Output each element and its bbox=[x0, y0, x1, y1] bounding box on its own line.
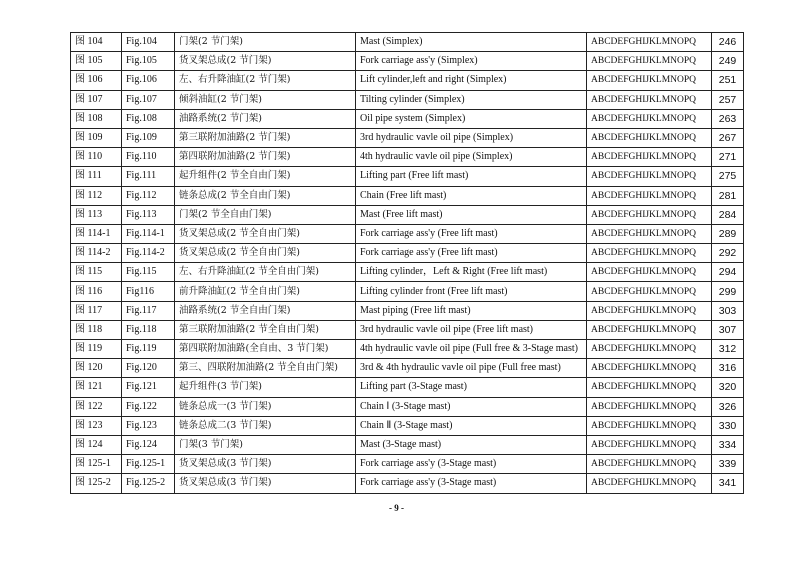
figure-number-cn: 图 104 bbox=[71, 33, 122, 52]
title-en: Chain Ⅱ (3-Stage mast) bbox=[356, 416, 587, 435]
page-ref: 281 bbox=[712, 186, 744, 205]
figure-number-en: Fig.112 bbox=[122, 186, 175, 205]
figure-number-en: Fig.120 bbox=[122, 359, 175, 378]
figure-number-cn: 图 122 bbox=[71, 397, 122, 416]
page-ref: 303 bbox=[712, 301, 744, 320]
figure-number-en: Fig.122 bbox=[122, 397, 175, 416]
model-codes: ABCDEFGHIJKLMNOPQ bbox=[587, 282, 712, 301]
title-cn: 起升组件(3 节门架) bbox=[175, 378, 356, 397]
title-cn: 第四联附加油路(2 节门架) bbox=[175, 148, 356, 167]
page-ref: 289 bbox=[712, 224, 744, 243]
title-cn: 第四联附加油路(全自由、3 节门架) bbox=[175, 340, 356, 359]
title-cn: 倾斜油缸(2 节门架) bbox=[175, 90, 356, 109]
page-ref: 251 bbox=[712, 71, 744, 90]
model-codes: ABCDEFGHIJKLMNOPQ bbox=[587, 263, 712, 282]
page-ref: 326 bbox=[712, 397, 744, 416]
title-en: Mast piping (Free lift mast) bbox=[356, 301, 587, 320]
page-ref: 320 bbox=[712, 378, 744, 397]
figure-number-en: Fig.115 bbox=[122, 263, 175, 282]
model-codes: ABCDEFGHIJKLMNOPQ bbox=[587, 71, 712, 90]
figure-number-en: Fig.113 bbox=[122, 205, 175, 224]
title-en: Lift cylinder,left and right (Simplex) bbox=[356, 71, 587, 90]
table-row bbox=[71, 109, 744, 128]
figure-number-cn: 图 109 bbox=[71, 128, 122, 147]
page-ref: 339 bbox=[712, 455, 744, 474]
model-codes: ABCDEFGHIJKLMNOPQ bbox=[587, 52, 712, 71]
title-en: Fork carriage ass'y (Simplex) bbox=[356, 52, 587, 71]
title-en: 3rd & 4th hydraulic vavle oil pipe (Full free mast) bbox=[356, 359, 587, 378]
model-codes: ABCDEFGHIJKLMNOPQ bbox=[587, 205, 712, 224]
figure-number-en: Fig.114-1 bbox=[122, 224, 175, 243]
title-cn: 链条总成一(3 节门架) bbox=[175, 397, 356, 416]
model-codes: ABCDEFGHIJKLMNOPQ bbox=[587, 455, 712, 474]
table-row bbox=[71, 167, 744, 186]
model-codes: ABCDEFGHIJKLMNOPQ bbox=[587, 244, 712, 263]
page-ref: 249 bbox=[712, 52, 744, 71]
title-cn: 前升降油缸(2 节全自由门架) bbox=[175, 282, 356, 301]
figure-number-en: Fig.125-1 bbox=[122, 455, 175, 474]
title-en: 3rd hydraulic vavle oil pipe (Simplex) bbox=[356, 128, 587, 147]
page-ref: 267 bbox=[712, 128, 744, 147]
title-en: Chain (Free lift mast) bbox=[356, 186, 587, 205]
title-en: Fork carriage ass'y (Free lift mast) bbox=[356, 224, 587, 243]
figure-number-en: Fig.104 bbox=[122, 33, 175, 52]
figure-number-en: Fig.106 bbox=[122, 71, 175, 90]
title-en: Fork carriage ass'y (3-Stage mast) bbox=[356, 474, 587, 493]
figure-number-cn: 图 113 bbox=[71, 205, 122, 224]
figure-number-cn: 图 116 bbox=[71, 282, 122, 301]
figure-number-cn: 图 117 bbox=[71, 301, 122, 320]
table-row bbox=[71, 244, 744, 263]
figure-number-cn: 图 105 bbox=[71, 52, 122, 71]
figure-number-en: Fig.118 bbox=[122, 320, 175, 339]
table-row bbox=[71, 455, 744, 474]
model-codes: ABCDEFGHIJKLMNOPQ bbox=[587, 109, 712, 128]
table-row bbox=[71, 263, 744, 282]
title-en: Mast (Free lift mast) bbox=[356, 205, 587, 224]
page-ref: 263 bbox=[712, 109, 744, 128]
figure-number-en: Fig.107 bbox=[122, 90, 175, 109]
title-cn: 第三联附加油路(2 节全自由门架) bbox=[175, 320, 356, 339]
figure-index-table bbox=[70, 32, 744, 494]
figure-number-cn: 图 119 bbox=[71, 340, 122, 359]
table-row bbox=[71, 397, 744, 416]
page-number: - 9 - bbox=[389, 503, 404, 513]
model-codes: ABCDEFGHIJKLMNOPQ bbox=[587, 416, 712, 435]
figure-number-en: Fig.114-2 bbox=[122, 244, 175, 263]
model-codes: ABCDEFGHIJKLMNOPQ bbox=[587, 33, 712, 52]
title-en: Mast (3-Stage mast) bbox=[356, 435, 587, 454]
model-codes: ABCDEFGHIJKLMNOPQ bbox=[587, 435, 712, 454]
page-ref: 246 bbox=[712, 33, 744, 52]
model-codes: ABCDEFGHIJKLMNOPQ bbox=[587, 378, 712, 397]
title-cn: 货叉架总成(2 节门架) bbox=[175, 52, 356, 71]
page-ref: 299 bbox=[712, 282, 744, 301]
page-ref: 312 bbox=[712, 340, 744, 359]
title-en: Fork carriage ass'y (3-Stage mast) bbox=[356, 455, 587, 474]
table-row bbox=[71, 435, 744, 454]
title-cn: 油路系统(2 节门架) bbox=[175, 109, 356, 128]
figure-number-cn: 图 124 bbox=[71, 435, 122, 454]
table-row bbox=[71, 282, 744, 301]
title-en: Mast (Simplex) bbox=[356, 33, 587, 52]
figure-number-cn: 图 125-1 bbox=[71, 455, 122, 474]
title-en: Oil pipe system (Simplex) bbox=[356, 109, 587, 128]
table-row bbox=[71, 378, 744, 397]
page-ref: 341 bbox=[712, 474, 744, 493]
title-en: Lifting cylinder front (Free lift mast) bbox=[356, 282, 587, 301]
table-row bbox=[71, 71, 744, 90]
model-codes: ABCDEFGHIJKLMNOPQ bbox=[587, 397, 712, 416]
title-cn: 货叉架总成(2 节全自由门架) bbox=[175, 224, 356, 243]
page-ref: 275 bbox=[712, 167, 744, 186]
figure-number-en: Fig.105 bbox=[122, 52, 175, 71]
title-en: Tilting cylinder (Simplex) bbox=[356, 90, 587, 109]
model-codes: ABCDEFGHIJKLMNOPQ bbox=[587, 128, 712, 147]
figure-number-cn: 图 120 bbox=[71, 359, 122, 378]
figure-number-cn: 图 118 bbox=[71, 320, 122, 339]
title-en: Chain Ⅰ (3-Stage mast) bbox=[356, 397, 587, 416]
title-cn: 油路系统(2 节全自由门架) bbox=[175, 301, 356, 320]
title-cn: 门架(2 节门架) bbox=[175, 33, 356, 52]
table-row bbox=[71, 359, 744, 378]
model-codes: ABCDEFGHIJKLMNOPQ bbox=[587, 167, 712, 186]
figure-number-cn: 图 114-2 bbox=[71, 244, 122, 263]
table-row bbox=[71, 474, 744, 493]
title-en: Fork carriage ass'y (Free lift mast) bbox=[356, 244, 587, 263]
page-ref: 292 bbox=[712, 244, 744, 263]
model-codes: ABCDEFGHIJKLMNOPQ bbox=[587, 340, 712, 359]
figure-number-en: Fig.121 bbox=[122, 378, 175, 397]
page-ref: 334 bbox=[712, 435, 744, 454]
table-row bbox=[71, 320, 744, 339]
title-en: Lifting cylinder，Left & Right (Free lift mast) bbox=[356, 263, 587, 282]
table-row bbox=[71, 301, 744, 320]
figure-number-en: Fig.109 bbox=[122, 128, 175, 147]
title-en: Lifting part (Free lift mast) bbox=[356, 167, 587, 186]
table-row bbox=[71, 224, 744, 243]
figure-number-en: Fig.117 bbox=[122, 301, 175, 320]
title-en: 4th hydraulic vavle oil pipe (Simplex) bbox=[356, 148, 587, 167]
title-cn: 第三联附加油路(2 节门架) bbox=[175, 128, 356, 147]
figure-number-cn: 图 112 bbox=[71, 186, 122, 205]
figure-number-cn: 图 108 bbox=[71, 109, 122, 128]
table-row bbox=[71, 128, 744, 147]
model-codes: ABCDEFGHIJKLMNOPQ bbox=[587, 224, 712, 243]
table-row bbox=[71, 416, 744, 435]
figure-number-en: Fig.111 bbox=[122, 167, 175, 186]
figure-number-cn: 图 107 bbox=[71, 90, 122, 109]
model-codes: ABCDEFGHIJKLMNOPQ bbox=[587, 474, 712, 493]
figure-number-en: Fig.125-2 bbox=[122, 474, 175, 493]
figure-number-cn: 图 106 bbox=[71, 71, 122, 90]
title-cn: 起升组件(2 节全自由门架) bbox=[175, 167, 356, 186]
model-codes: ABCDEFGHIJKLMNOPQ bbox=[587, 301, 712, 320]
title-en: Lifting part (3-Stage mast) bbox=[356, 378, 587, 397]
figure-number-en: Fig116 bbox=[122, 282, 175, 301]
figure-number-cn: 图 115 bbox=[71, 263, 122, 282]
model-codes: ABCDEFGHIJKLMNOPQ bbox=[587, 90, 712, 109]
figure-number-cn: 图 111 bbox=[71, 167, 122, 186]
figure-number-en: Fig.124 bbox=[122, 435, 175, 454]
model-codes: ABCDEFGHIJKLMNOPQ bbox=[587, 148, 712, 167]
title-cn: 左、右升降油缸(2 节门架) bbox=[175, 71, 356, 90]
title-cn: 链条总成(2 节全自由门架) bbox=[175, 186, 356, 205]
table-row bbox=[71, 186, 744, 205]
table-row bbox=[71, 148, 744, 167]
figure-number-en: Fig.110 bbox=[122, 148, 175, 167]
figure-number-cn: 图 110 bbox=[71, 148, 122, 167]
model-codes: ABCDEFGHIJKLMNOPQ bbox=[587, 186, 712, 205]
title-cn: 第三、四联附加油路(2 节全自由门架) bbox=[175, 359, 356, 378]
figure-number-cn: 图 123 bbox=[71, 416, 122, 435]
title-en: 4th hydraulic vavle oil pipe (Full free & 3-Stage mast) bbox=[356, 340, 587, 359]
figure-number-cn: 图 125-2 bbox=[71, 474, 122, 493]
page-ref: 284 bbox=[712, 205, 744, 224]
figure-number-en: Fig.108 bbox=[122, 109, 175, 128]
title-en: 3rd hydraulic vavle oil pipe (Free lift mast) bbox=[356, 320, 587, 339]
model-codes: ABCDEFGHIJKLMNOPQ bbox=[587, 359, 712, 378]
title-cn: 门架(2 节全自由门架) bbox=[175, 205, 356, 224]
title-cn: 链条总成二(3 节门架) bbox=[175, 416, 356, 435]
title-cn: 货叉架总成(3 节门架) bbox=[175, 455, 356, 474]
figure-number-en: Fig.123 bbox=[122, 416, 175, 435]
figure-number-en: Fig.119 bbox=[122, 340, 175, 359]
page-ref: 294 bbox=[712, 263, 744, 282]
table-row bbox=[71, 205, 744, 224]
figure-number-cn: 图 114-1 bbox=[71, 224, 122, 243]
table-body bbox=[71, 33, 744, 494]
page-ref: 257 bbox=[712, 90, 744, 109]
title-cn: 货叉架总成(2 节全自由门架) bbox=[175, 244, 356, 263]
model-codes: ABCDEFGHIJKLMNOPQ bbox=[587, 320, 712, 339]
table-row bbox=[71, 340, 744, 359]
page-ref: 316 bbox=[712, 359, 744, 378]
table-row bbox=[71, 90, 744, 109]
title-cn: 货叉架总成(3 节门架) bbox=[175, 474, 356, 493]
page-ref: 330 bbox=[712, 416, 744, 435]
table-row bbox=[71, 52, 744, 71]
table-row bbox=[71, 33, 744, 52]
title-cn: 门架(3 节门架) bbox=[175, 435, 356, 454]
title-cn: 左、右升降油缸(2 节全自由门架) bbox=[175, 263, 356, 282]
page-ref: 271 bbox=[712, 148, 744, 167]
figure-number-cn: 图 121 bbox=[71, 378, 122, 397]
page-ref: 307 bbox=[712, 320, 744, 339]
